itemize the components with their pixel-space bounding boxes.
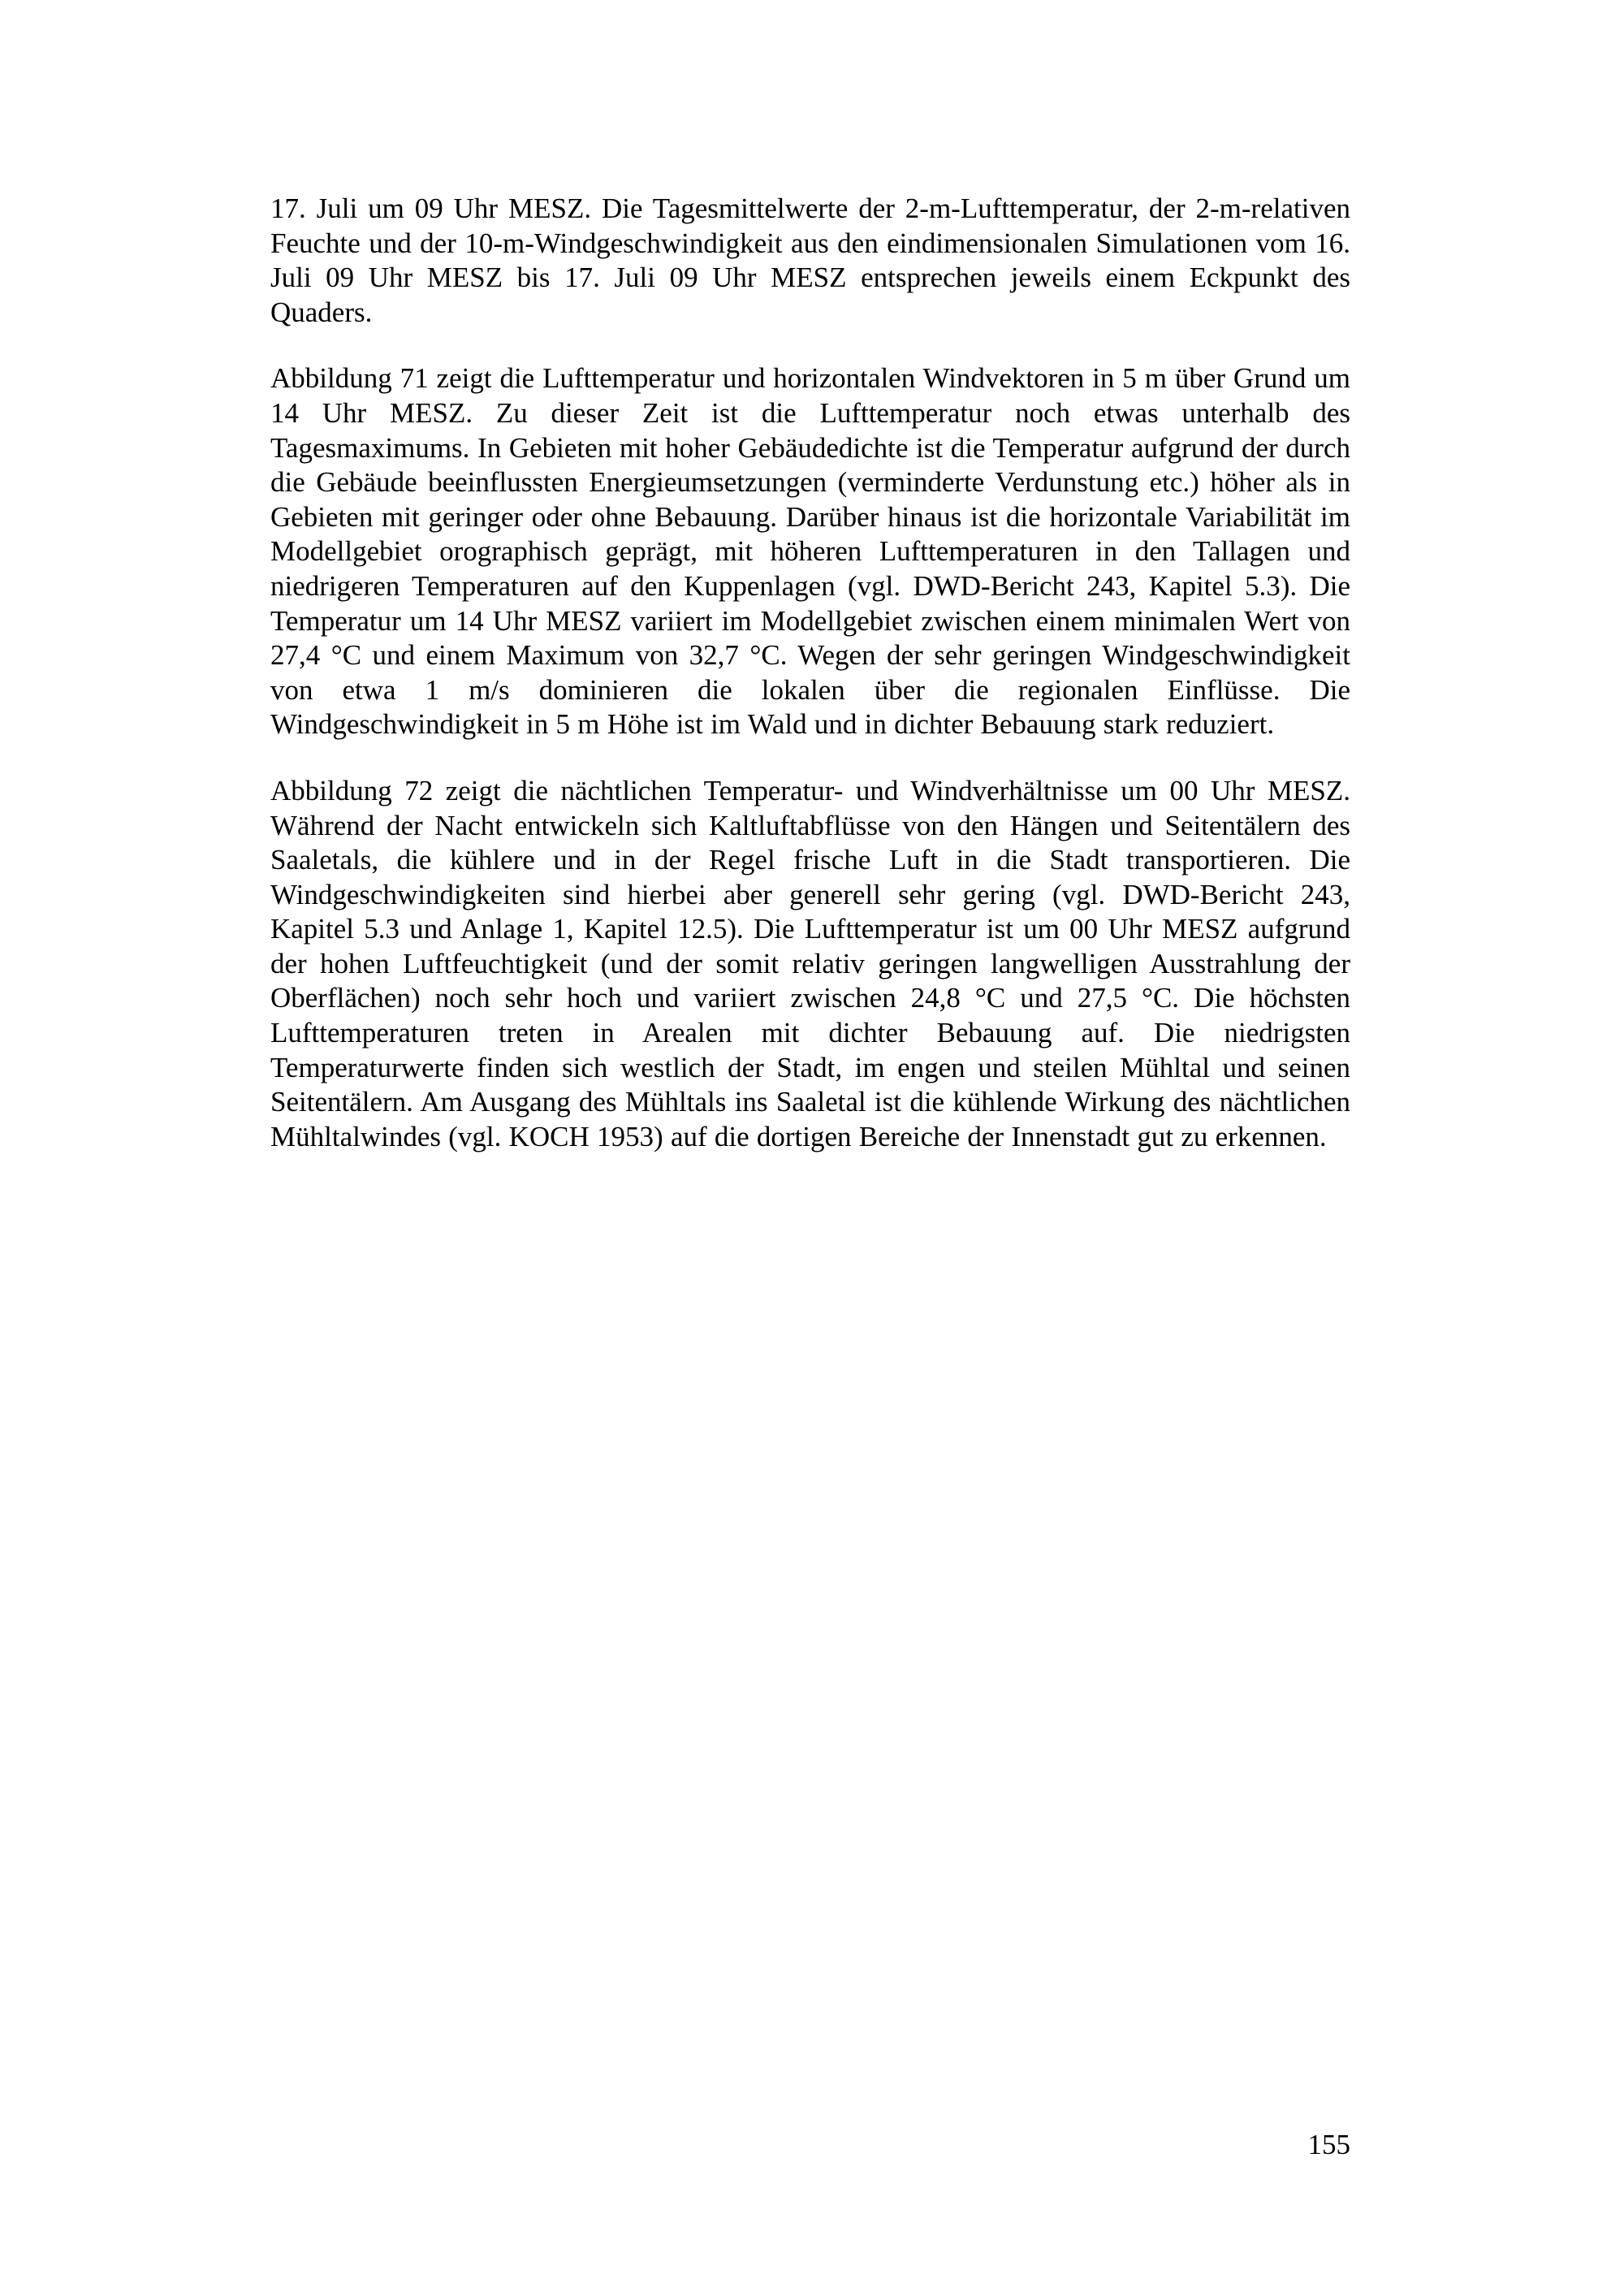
page-number: 155 (1307, 2129, 1350, 2160)
body-text (270, 192, 1350, 1154)
paragraph-1: 17. Juli um 09 Uhr MESZ. Die Tagesmittelwerte der 2-m-Lufttemperatur, der 2-m-relativen Feuchte und der 10-m-Windgeschwindigkeit aus den eindimensionalen Simulationen vom 16. Juli 09 Uhr MESZ bis 17. Juli 09 Uhr MESZ entsprechen jeweils einem Eckpunkt des Quaders. (270, 192, 1350, 328)
paragraph-3: Abbildung 72 zeigt die nächtlichen Temperatur- und Windverhältnisse um 00 Uhr MESZ. Während der Nacht entwickeln sich Kaltluftabflüsse von den Hängen und Seitentälern des Saaletals, die kühlere und in der Regel frische Luft in die Stadt transportieren. Die Windgeschwindigkeiten sind hierbei aber generell sehr gering (vgl. DWD-Bericht 243, Kapitel 5.3 und Anlage 1, Kapitel 12.5). Die Lufttemperatur ist um 00 Uhr MESZ aufgrund der hohen Luftfeuchtigkeit (und der somit relativ geringen langwelligen Ausstrahlung der Oberflächen) noch sehr hoch und variiert zwischen 24,8 °C und 27,5 °C. Die höchsten Lufttemperaturen treten in Arealen mit dichter Bebauung auf. Die niedrigsten Temperaturwerte finden sich westlich der Stadt, im engen und steilen Mühltal und seinen Seitentälern. Am Ausgang des Mühltals ins Saaletal ist die kühlende Wirkung des nächtlichen Mühltalwindes (vgl. KOCH 1953) auf die dortigen Bereiche der Innenstadt gut zu erkennen. (270, 774, 1350, 1152)
paragraph-2: Abbildung 71 zeigt die Lufttemperatur und horizontalen Windvektoren in 5 m über Grund um 14 Uhr MESZ. Zu dieser Zeit ist die Lufttemperatur noch etwas unterhalb des Tagesmaximums. In Gebieten mit hoher Gebäudedichte ist die Temperatur aufgrund der durch die Gebäude beeinflussten Energieumsetzungen (verminderte Verdunstung etc.) höher als in Gebieten mit geringer oder ohne Bebauung. Darüber hinaus ist die horizontale Variabilität im Modellgebiet orographisch geprägt, mit höheren Lufttemperaturen in den Tallagen und niedrigeren Temperaturen auf den Kuppenlagen (vgl. DWD-Bericht 243, Kapitel 5.3). Die Temperatur um 14 Uhr MESZ variiert im Modellgebiet zwischen einem minimalen Wert von 27,4 °C und einem Maximum von 32,7 °C. Wegen der sehr geringen Windgeschwindigkeit von etwa 1 m/s dominieren die lokalen über die regionalen Einflüsse. Die Windgeschwindigkeit in 5 m Höhe ist im Wald und in dichter Bebauung stark reduziert. (270, 362, 1350, 741)
